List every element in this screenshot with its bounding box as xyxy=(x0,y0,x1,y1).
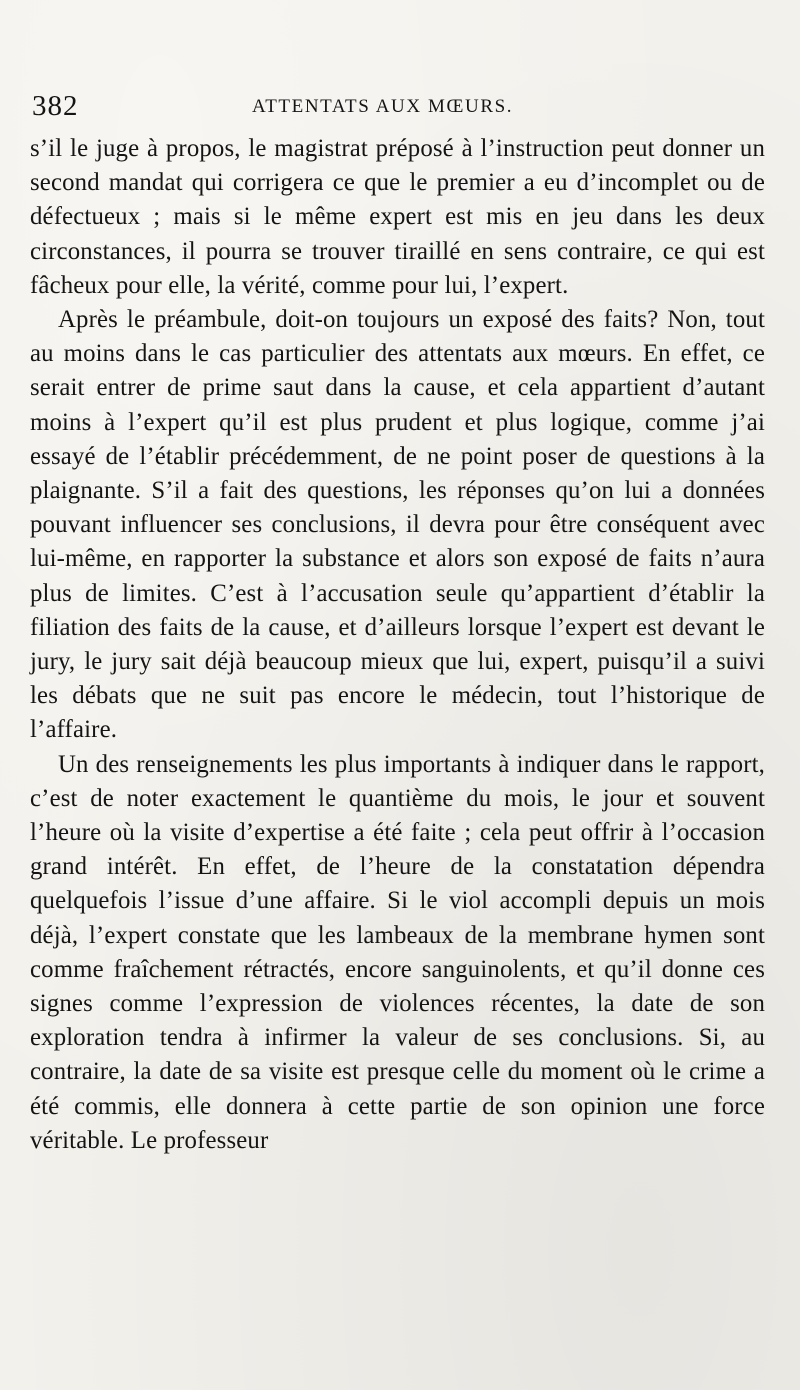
paragraph-renseignements: Un des renseignements les plus importants à indiquer dans le rapport, c’est de noter exactement le quantième du mois, le jour et souvent l’heure où la visite d’expertise a été faite ; cela peut offrir à l’occasion grand intérêt. En effet, de l’heure de la constatation dépendra quelquefois l’issue d’une affaire. Si le viol accompli depuis un mois déjà, l’expert constate que les lambeaux de la membrane hymen sont comme fraîchement rétractés, encore sanguinolents, et qu’il donne ces signes comme l’expression de violences récentes, la date de son exploration tendra à infirmer la valeur de ses conclusions. Si, au contraire, la date de sa visite est presque celle du moment où le crime a été commis, elle donnera à cette partie de son opinion une force véritable. Le professeur xyxy=(30,750,765,1154)
body-text xyxy=(30,132,765,1158)
running-title: ATTENTATS AUX MŒURS. xyxy=(252,96,514,117)
page-header xyxy=(32,88,768,128)
page-number: 382 xyxy=(32,90,79,122)
paragraph-continuation: s’il le juge à propos, le magistrat préposé à l’instruction peut donner un second mandat qui corrigera ce que le premier a eu d’incomplet ou de défectueux ; mais si le même expert est mis en jeu dans les deux circonstances, il pourra se trouver tiraillé en sens contraire, ce qui est fâcheux pour elle, la vérité, comme pour lui, l’expert. xyxy=(30,135,765,299)
paragraph-expose-des-faits: Après le préambule, doit-on toujours un exposé des faits? Non, tout au moins dans le cas particulier des attentats aux mœurs. En effet, ce serait entrer de prime saut dans la cause, et cela appartient d’autant moins à l’expert qu’il est plus prudent et plus logique, comme j’ai essayé de l’établir précédemment, de ne point poser de questions à la plaignante. S’il a fait des questions, les réponses qu’on lui a données pouvant influencer ses conclusions, il devra pour être conséquent avec lui-même, en rapporter la substance et alors son exposé de faits n’aura plus de limites. C’est à l’accusation seule qu’appartient d’établir la filiation des faits de la cause, et d’ailleurs lorsque l’expert est devant le jury, le jury sait déjà beaucoup mieux que lui, expert, puisqu’il a suivi les débats que ne suit pas encore le médecin, tout l’historique de l’affaire. xyxy=(30,306,765,744)
